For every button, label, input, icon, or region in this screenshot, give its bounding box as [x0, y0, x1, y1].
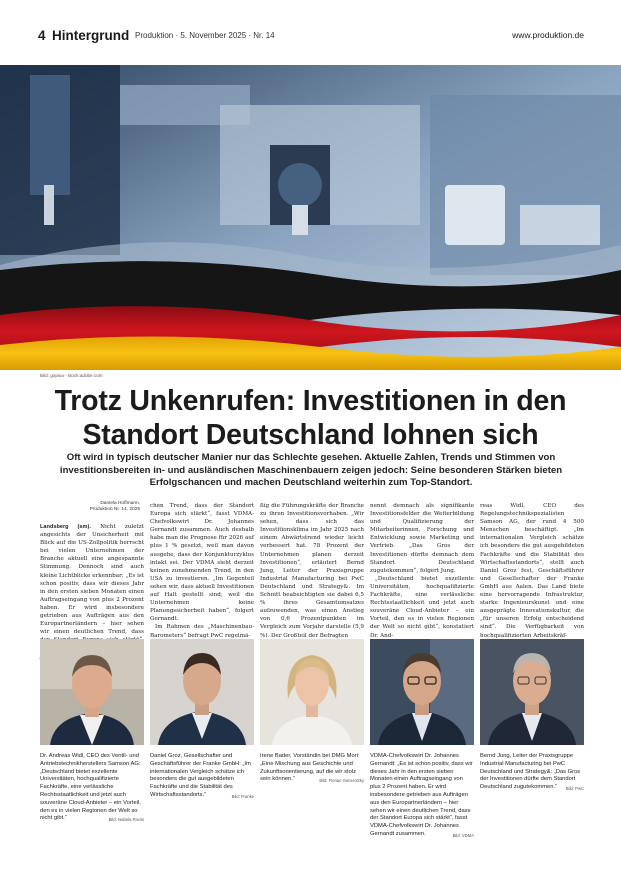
author-source: Produktion Nr. 14, 2025: [89, 507, 140, 513]
portrait-andreas-widl: [40, 639, 144, 745]
portrait-johannes-gernandt-photo: [370, 639, 474, 745]
article-column-2: [150, 502, 254, 640]
column-5-text: reas Widl, CEO des Regelungstechnikspezialisten Samson AG, der rund 4 500 Menschen beschäftigt. „Im internationalen Vergleich schätze ich besonders die gut ausgebildeten Fachkräfte und die Stabilität des Wirtschaftsstandorts“, stellt auch Daniel Groz fest, Geschäftsführer und Gesellschafter der Franke GmbH aus Aalen. Das Land biete eine hervorragende Infrastruktur, starke Ingenieurskunst und eine ausgeprägte Innovationskultur, die „für unseren Erfolg entscheidend sind“. Die Verfügbarkeit von hochqualifizierten Arbeitskräf-: [480, 503, 584, 639]
column-3-text: ßig die Führungskräfte der Branche zu ihren Investitionsvorhaben. „Wir sehen, dass sich das Investitionsklima im Jahr 2025 nach einem Abwärtstrend wieder leicht verbessert hat. 78 Prozent der Unternehmen planen derzeit Investitionen“, erläutert Bernd Jung, Leiter der Praxisgruppe Industrial Manufacturing bei PwC Deutschland und Strategy&. Im Schnitt beabsichtigten sie dabei 6,5 % ihres Gesamtumsatzes aufzuwenden, was einen Anstieg von 0,6 Prozentpunkten im Vergleich zum Vorjahr darstelle (5,9 %). Der Großteil der Befragten: [260, 503, 364, 639]
portrait-daniel-groz: [150, 639, 254, 745]
caption-text: Daniel Groz, Gesellschafter und Geschäftsführer der Franke GmbH: „Im internationalen Vergleich schätze ich besonders die gut ausgebildeten Fachkräfte und die Stabilität des Wirtschaftsstandorts.“: [150, 753, 251, 798]
portrait-johannes-gernandt: [370, 639, 474, 745]
caption-text: Irene Bader, Vorständin bei DMG Mori: „Eine Mischung aus Geschichte und Zukunftsorientierung, auf die wir stolz sein können.“: [260, 753, 360, 783]
author-name: Daniela Hoffmann,: [100, 501, 140, 506]
article-column-5: [480, 502, 584, 640]
author-byline: [38, 501, 140, 514]
column-2-paragraph-1: chen Trend, dass der Standort Europa sich stärkt“, fasst VDMA-Chefvolkswirt Dr. Johannes Gernandt zusammen. Auch deshalb habe man die Prognose für 2026 auf plus 1 % gesetzt, weil man davon ausgehe, dass der Konjunkturzyklus intakt sei. Der VDMA sieht derzeit keinen zunehmenden Trend, in den USA zu investieren. „Im Gegenteil sehen wir, dass aktuell Investitionen auf Halt gestellt sind, weil die Unternehmen keine Planungssicherheit haben“, folgert Gernandt.: [150, 503, 254, 623]
caption-text: Dr. Andreas Widl, CEO des Ventil- und Antriebstechnikherstellers Samson AG: „Deutschland bietet exzellente Universitäten, hochqualifizierte Fachkräfte, eine verlässliche Rechtsstaatlichkeit und jetzt auch souveräne Cloud-Anbieter – ein Vorteil, den es in vielen Regionen der Welt so nicht gibt.“: [40, 753, 141, 822]
photo-credit: Bild: VDMA: [452, 832, 474, 838]
portrait-irene-bader-photo: [260, 639, 364, 745]
hero-image: [0, 65, 621, 370]
photo-credit: Bild: Isabela Pacini: [108, 817, 144, 823]
page-header: [38, 30, 584, 46]
caption-text: VDMA-Chefvolkswirt Dr. Johannes Gernandt: „Es ist schon positiv, dass wir dieses Jahr in den ersten sieben Monaten einen Auftragseingang von plus 2 Prozent haben. Er wird insbesondere getrieben aus Aufträgen aus den Europartnerländern – hier sehen wir einen deutlichen Trend, dass der Standort Europa sich stärkt“, fasst VDMA-Chefvolkswirt Dr. Johannes Gernandt zusammen.: [370, 753, 473, 837]
article-intro: Oft wird in typisch deutscher Manier nur das Schlechte gesehen. Aktuelle Zahlen, Trends und Stimmen von investitionsbereiten in- und ausländischen Maschinenbauern zeigen jedoch: Seine besonderen Stärken bieten Erfolgschancen und machen Deutschland weiterhin zum Top-Standort.: [59, 452, 563, 489]
column-4-paragraph-2: „Deutschland bietet exzellente Universitäten, hochqualifizierte Fachkräfte, eine verlässliche Rechtsstaatlichkeit und jetzt auch souveräne Cloud-Anbieter – ein Vorteil, den es in vielen Regionen der Welt so nicht gibt“, konstatiert Dr. And-: [370, 575, 474, 639]
hero-credit: Bild: gopixa - stock.adobe.com: [40, 373, 103, 378]
column-2-paragraph-2: Im Rahmen des „Maschinenbau-Barometers“ befragt PwC regelmä-: [150, 624, 254, 639]
portrait-daniel-groz-photo: [150, 639, 254, 745]
headline-line-1: Trotz Unkenrufen: Investitionen in den: [54, 385, 567, 417]
photo-credit: Bild: Florian Generotzky: [319, 778, 364, 784]
portrait-andreas-widl-photo: [40, 639, 144, 745]
portrait-bernd-jung: [480, 639, 584, 745]
portrait-caption: [260, 753, 364, 785]
article-column-4: [370, 502, 474, 640]
page-number: 4: [38, 28, 46, 43]
portrait-caption: [40, 753, 144, 824]
portrait-bernd-jung-photo: [480, 639, 584, 745]
cnc-machining-and-german-flag-image: [0, 65, 621, 370]
headline-line-2: Standort Deutschland lohnen sich: [82, 419, 539, 451]
website-link[interactable]: www.produktion.de: [512, 30, 584, 40]
photo-credit: Bild: Franke: [231, 793, 254, 799]
issue-info: Produktion · 5. November 2025 · Nr. 14: [135, 31, 275, 40]
portrait-caption: [480, 753, 584, 793]
photo-credit: Bild: PwC: [565, 786, 584, 792]
portrait-caption: [150, 753, 254, 801]
article-column-3: [260, 502, 364, 640]
portrait-irene-bader: [260, 639, 364, 745]
article-column-1: [40, 523, 144, 643]
column-1-text: Nicht zuletzt angesichts der Unsicherheit mit Blick auf die US-Zollpolitik herrscht bei vielen Unternehmen der Branche aktuell eine angespannte Stimmung. Dennoch sind auch kleine Lichtblicke erkennbar: „Es ist schon positiv, dass wir dieses Jahr in den ersten sieben Monaten einen Auftragseingang von plus 2 Prozent haben. Er wird insbesondere getrieben aus Aufträgen aus den Europartnerländern – hier sehen wir einen deutlichen Trend, dass: [40, 524, 144, 636]
caption-text: Bernd Jung, Leiter der Praxisgruppe Industrial Manufacturing bei PwC Deutschland und Strategy&: „Das Gros der Investitionen dürfte dem Standort Deutschland zugutekommen.“: [480, 753, 581, 791]
column-4-paragraph-1: nennt demnach als signifikante Investitionsfelder die Weiterbildung und Qualifizierung der Mitarbeiterinnen, Forschung und Entwicklung sowie Marketing und Vertrieb. „Das Gros der Investitionen dürfte demnach dem Standort Deutschland zugutekommen“, folgert Jung.: [370, 503, 474, 574]
section-title: Hintergrund: [52, 28, 130, 43]
dateline: Landsberg (sm).: [40, 524, 91, 530]
portrait-caption: [370, 753, 474, 840]
